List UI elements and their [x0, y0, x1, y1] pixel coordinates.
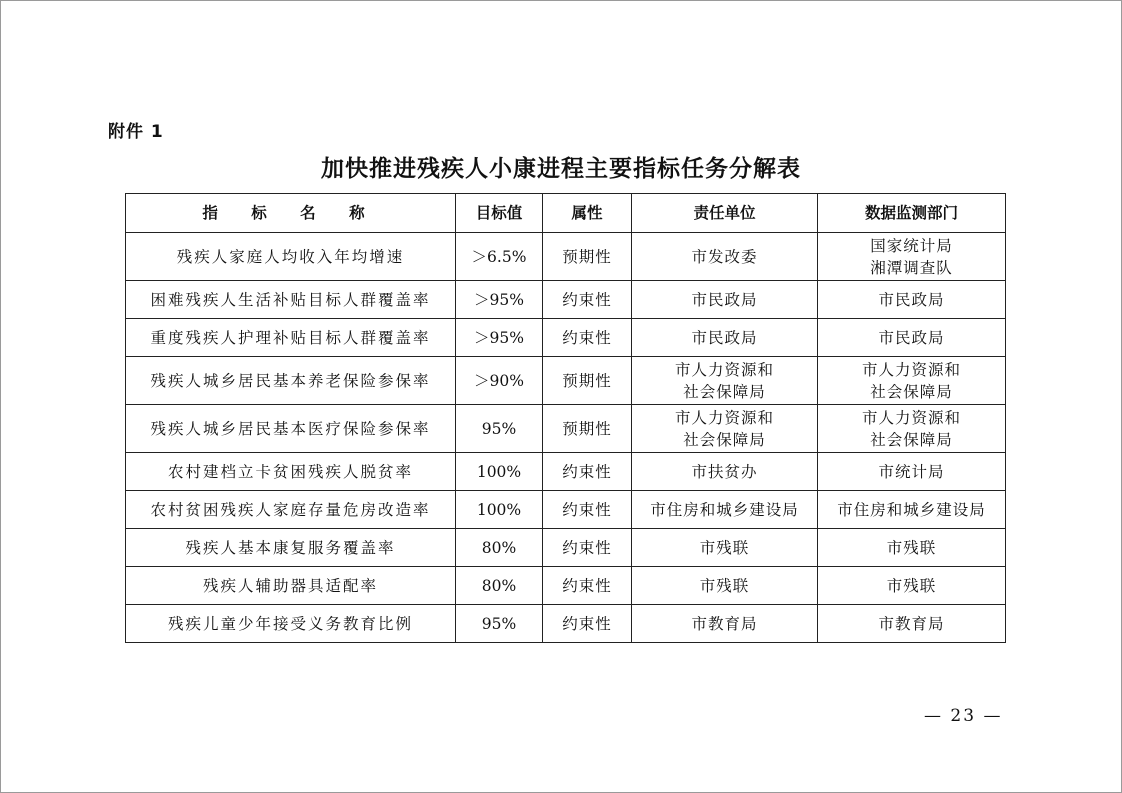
cell-responsible-unit: [632, 357, 818, 405]
cell-monitoring-department: [818, 453, 1006, 491]
cell-responsible-unit: [632, 281, 818, 319]
attachment-label: 附件 1: [108, 122, 164, 142]
cell-responsible-unit: [632, 491, 818, 529]
header-attribute: 属性: [543, 194, 632, 233]
table-header-row: [126, 194, 1006, 233]
cell-monitoring-department: [818, 357, 1006, 405]
table-row: [126, 605, 1006, 643]
table-row: [126, 319, 1006, 357]
cell-target-value: ＞95%: [456, 319, 543, 357]
cell-line: 市教育局: [691, 614, 758, 633]
cell-line: 市人力资源和: [861, 360, 961, 379]
cell-indicator-name: 残疾儿童少年接受义务教育比例: [126, 605, 456, 643]
cell-line: 市人力资源和: [674, 360, 774, 379]
cell-attribute: 预期性: [543, 233, 632, 281]
cell-attribute: 约束性: [543, 319, 632, 357]
cell-line: 市发改委: [691, 247, 758, 266]
table-row: [126, 529, 1006, 567]
cell-line: 市教育局: [878, 614, 945, 633]
cell-line: 市民政局: [691, 328, 758, 347]
cell-attribute: 约束性: [543, 491, 632, 529]
cell-attribute: 约束性: [543, 567, 632, 605]
cell-monitoring-department: [818, 529, 1006, 567]
cell-line: 国家统计局: [870, 236, 953, 255]
cell-line: 湘潭调查队: [870, 258, 953, 277]
header-indicator-name: 指 标 名 称: [126, 194, 456, 233]
cell-line: 市民政局: [691, 290, 758, 309]
cell-target-value: 100%: [456, 453, 543, 491]
cell-responsible-unit: [632, 405, 818, 453]
table-row: [126, 491, 1006, 529]
cell-line: 市住房和城乡建设局: [837, 500, 986, 519]
cell-responsible-unit: [632, 529, 818, 567]
table-row: [126, 567, 1006, 605]
header-responsible-unit: 责任单位: [632, 194, 818, 233]
cell-attribute: 约束性: [543, 453, 632, 491]
cell-responsible-unit: [632, 453, 818, 491]
document-title: 加快推进残疾人小康进程主要指标任务分解表: [321, 156, 801, 182]
cell-monitoring-department: [818, 405, 1006, 453]
cell-line: 市人力资源和: [861, 408, 961, 427]
table-row: [126, 281, 1006, 319]
cell-target-value: ＞95%: [456, 281, 543, 319]
cell-line: 市住房和城乡建设局: [650, 500, 799, 519]
cell-monitoring-department: [818, 233, 1006, 281]
cell-indicator-name: 重度残疾人护理补贴目标人群覆盖率: [126, 319, 456, 357]
table-body: [126, 233, 1006, 643]
cell-line: 社会保障局: [683, 430, 766, 449]
header-target-value: 目标值: [456, 194, 543, 233]
header-monitoring-department: 数据监测部门: [818, 194, 1006, 233]
cell-responsible-unit: [632, 319, 818, 357]
cell-line: 市民政局: [878, 290, 945, 309]
cell-target-value: 95%: [456, 405, 543, 453]
cell-monitoring-department: [818, 319, 1006, 357]
cell-monitoring-department: [818, 605, 1006, 643]
cell-monitoring-department: [818, 491, 1006, 529]
cell-line: 社会保障局: [870, 382, 953, 401]
cell-line: 市残联: [699, 576, 750, 595]
cell-target-value: ＞90%: [456, 357, 543, 405]
table-row: [126, 357, 1006, 405]
cell-indicator-name: 困难残疾人生活补贴目标人群覆盖率: [126, 281, 456, 319]
cell-line: 社会保障局: [870, 430, 953, 449]
table-row: [126, 453, 1006, 491]
cell-indicator-name: 残疾人家庭人均收入年均增速: [126, 233, 456, 281]
cell-responsible-unit: [632, 567, 818, 605]
cell-indicator-name: 农村贫困残疾人家庭存量危房改造率: [126, 491, 456, 529]
cell-indicator-name: 残疾人城乡居民基本养老保险参保率: [126, 357, 456, 405]
cell-target-value: 80%: [456, 567, 543, 605]
cell-target-value: 95%: [456, 605, 543, 643]
cell-target-value: ＞6.5%: [456, 233, 543, 281]
cell-line: 市残联: [886, 576, 937, 595]
cell-attribute: 约束性: [543, 281, 632, 319]
cell-monitoring-department: [818, 281, 1006, 319]
cell-attribute: 约束性: [543, 529, 632, 567]
cell-responsible-unit: [632, 233, 818, 281]
cell-attribute: 预期性: [543, 405, 632, 453]
cell-line: 市残联: [886, 538, 937, 557]
cell-indicator-name: 农村建档立卡贫困残疾人脱贫率: [126, 453, 456, 491]
table-row: [126, 233, 1006, 281]
cell-line: 社会保障局: [683, 382, 766, 401]
cell-line: 市扶贫办: [691, 462, 758, 481]
cell-monitoring-department: [818, 567, 1006, 605]
cell-line: 市残联: [699, 538, 750, 557]
cell-target-value: 80%: [456, 529, 543, 567]
cell-attribute: 预期性: [543, 357, 632, 405]
cell-indicator-name: 残疾人城乡居民基本医疗保险参保率: [126, 405, 456, 453]
cell-indicator-name: 残疾人辅助器具适配率: [126, 567, 456, 605]
page-number: — 23 —: [924, 706, 1003, 726]
cell-line: 市人力资源和: [674, 408, 774, 427]
cell-target-value: 100%: [456, 491, 543, 529]
cell-responsible-unit: [632, 605, 818, 643]
cell-line: 市统计局: [878, 462, 945, 481]
table-row: [126, 405, 1006, 453]
indicator-table: [125, 193, 1006, 643]
cell-line: 市民政局: [878, 328, 945, 347]
cell-indicator-name: 残疾人基本康复服务覆盖率: [126, 529, 456, 567]
cell-attribute: 约束性: [543, 605, 632, 643]
